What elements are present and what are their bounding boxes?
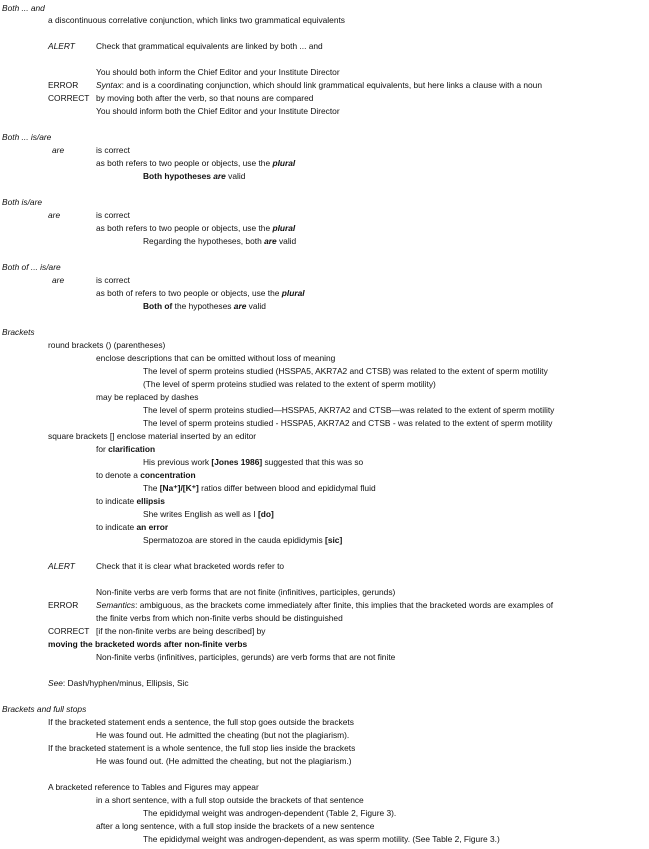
section-title-both-isare: Both is/are (2, 197, 43, 207)
rule-text: If the bracketed statement ends a sentence, the full stop goes outside the brackets (48, 717, 354, 727)
rule-text: If the bracketed statement is a whole sentence, the full stop lies inside the brackets (48, 743, 356, 753)
corrected-sentence: Non-finite verbs (infinitives, participles, gerunds) are verb forms that are not finite (96, 652, 396, 662)
example-sentence: The [Na⁺]/[K⁺] ratios differ between blood and epididymal fluid (143, 483, 376, 493)
section-title-both-of: Both of ... is/are (2, 262, 61, 272)
rule-text: as both of refers to two people or objects, use the plural (96, 288, 305, 298)
alert-label: ALERT (48, 41, 75, 51)
rule-text: after a long sentence, with a full stop inside the brackets of a new sentence (96, 821, 375, 831)
example-sentence: The level of sperm proteins studied—HSSPA5, AKR7A2 and CTSB—was related to the extent of sperm motility (143, 405, 555, 415)
error-label: ERROR (48, 600, 79, 610)
definition: a discontinuous correlative conjunction, which links two grammatical equivalents (48, 15, 345, 25)
rule-status: is correct (96, 275, 130, 285)
section-title-brackets-full-stops: Brackets and full stops (2, 704, 87, 714)
square-brackets: square brackets [] enclose material inserted by an editor (48, 431, 257, 441)
example-sentence: Both of the hypotheses are valid (143, 301, 266, 311)
alert-label: ALERT (48, 561, 75, 571)
error-label: ERROR (48, 80, 79, 90)
example-sentence: The epididymal weight was androgen-dependent, as was sperm motility. (See Table 2, Figure 3.) (143, 834, 500, 844)
example-sentence: Non-finite verbs are verb forms that are not finite (infinitives, participles, gerunds) (96, 587, 396, 597)
term-are: are (52, 275, 65, 285)
example-sentence: Both hypotheses are valid (143, 171, 246, 181)
example-sentence: You should both inform the Chief Editor and your Institute Director (96, 67, 340, 77)
clarification-rule: for clarification (96, 444, 156, 454)
see-also: See: Dash/hyphen/minus, Ellipsis, Sic (48, 678, 189, 688)
section-title-both-is-are: Both ... is/are (2, 132, 52, 142)
correct-label: CORRECT (48, 93, 90, 103)
corrected-sentence: You should inform both the Chief Editor and your Institute Director (96, 106, 340, 116)
rule-text: in a short sentence, with a full stop outside the brackets of that sentence (96, 795, 364, 805)
error-text: Syntax: and is a coordinating conjunction, which should link grammatical equivalents, but here links a clause with a noun (96, 80, 542, 90)
example-sentence: Spermatozoa are stored in the cauda epididymis [sic] (143, 535, 343, 545)
term-are: are (48, 210, 61, 220)
section-title-brackets: Brackets (2, 327, 35, 337)
example-sentence: He was found out. (He admitted the cheating, but not the plagiarism.) (96, 756, 352, 766)
correct-text: [if the non-finite verbs are being described] by (96, 626, 266, 636)
example-sentence: The epididymal weight was androgen-dependent (Table 2, Figure 3). (143, 808, 397, 818)
enclose-rule: enclose descriptions that can be omitted without loss of meaning (96, 353, 336, 363)
example-sentence: Regarding the hypotheses, both are valid (143, 236, 297, 246)
example-sentence: He was found out. He admitted the cheating (but not the plagiarism). (96, 730, 350, 740)
example-sentence: The level of sperm proteins studied (HSSPA5, AKR7A2 and CTSB) was related to the extent of sperm motility (143, 366, 548, 376)
error-text-continued: the finite verbs from which non-finite verbs should be distinguished (96, 613, 343, 623)
dashes-rule: may be replaced by dashes (96, 392, 199, 402)
correct-label: CORRECT (48, 626, 90, 636)
alert-text: Check that grammatical equivalents are linked by both ... and (96, 41, 323, 51)
rule-text: as both refers to two people or objects, use the plural (96, 223, 296, 233)
error-text: Semantics: ambiguous, as the brackets come immediately after finite, this implies that the bracketed words are examples of (96, 600, 554, 610)
alert-text: Check that it is clear what bracketed words refer to (96, 561, 285, 571)
example-sentence: She writes English as well as I [do] (143, 509, 274, 519)
section-title-both-and: Both ... and (2, 3, 45, 13)
error-rule: to indicate an error (96, 522, 169, 532)
term-are: are (52, 145, 65, 155)
rule-status: is correct (96, 145, 130, 155)
correct-text: by moving both after the verb, so that nouns are compared (96, 93, 314, 103)
ellipsis-rule: to indicate ellipsis (96, 496, 165, 506)
round-brackets: round brackets () (parentheses) (48, 340, 166, 350)
rule-text: A bracketed reference to Tables and Figures may appear (48, 782, 259, 792)
moving-text: moving the bracketed words after non-finite verbs (48, 639, 248, 649)
concentration-rule: to denote a concentration (96, 470, 196, 480)
example-sentence: (The level of sperm proteins studied was related to the extent of sperm motility) (143, 379, 436, 389)
rule-status: is correct (96, 210, 130, 220)
example-sentence: His previous work [Jones 1986] suggested that this was so (143, 457, 364, 467)
rule-text: as both refers to two people or objects, use the plural (96, 158, 296, 168)
example-sentence: The level of sperm proteins studied - HSSPA5, AKR7A2 and CTSB - was related to the extent of sperm motility (143, 418, 553, 428)
